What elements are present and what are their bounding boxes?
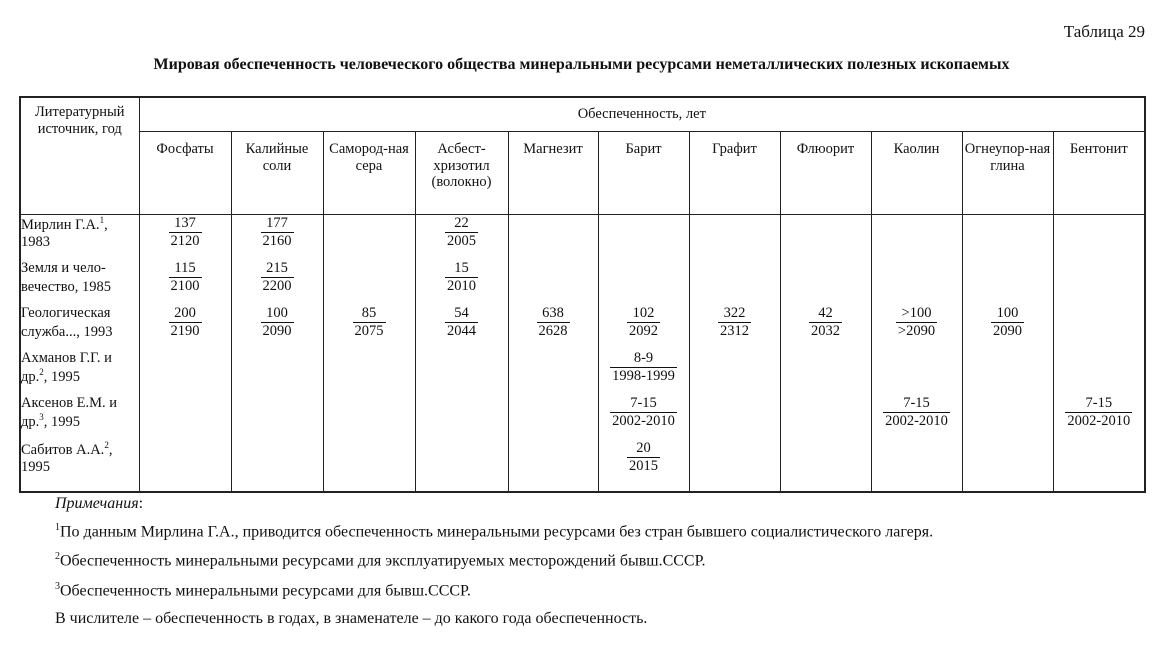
fraction-value bbox=[718, 305, 751, 339]
numerator: 7-15 bbox=[1065, 395, 1132, 413]
denominator: >2090 bbox=[897, 322, 936, 339]
fraction-value bbox=[169, 305, 202, 339]
fraction-value bbox=[610, 395, 677, 429]
fraction-value bbox=[445, 305, 478, 339]
value-cell bbox=[871, 215, 962, 261]
numerator: 15 bbox=[445, 260, 478, 278]
denominator: 2100 bbox=[170, 277, 200, 294]
col-header-fluorite: Флюорит bbox=[780, 132, 871, 215]
value-cell bbox=[508, 215, 598, 261]
numerator: 22 bbox=[445, 215, 478, 233]
value-cell bbox=[508, 350, 598, 395]
source-cell: Аксенов Е.М. и др.$^3$, 1995 bbox=[20, 395, 139, 440]
denominator: 2312 bbox=[720, 322, 749, 339]
value-cell bbox=[231, 260, 323, 305]
denominator: 2005 bbox=[447, 232, 476, 249]
value-cell bbox=[1053, 260, 1145, 305]
value-cell bbox=[780, 305, 871, 350]
value-cell bbox=[231, 215, 323, 261]
col-header-graphite: Графит bbox=[689, 132, 780, 215]
denominator: 2190 bbox=[170, 322, 200, 339]
value-cell bbox=[689, 215, 780, 261]
value-cell bbox=[962, 215, 1053, 261]
value-cell bbox=[962, 260, 1053, 305]
fraction-value bbox=[809, 305, 842, 339]
fraction-value bbox=[169, 215, 202, 249]
numerator: 115 bbox=[169, 260, 202, 278]
numerator: 200 bbox=[169, 305, 202, 323]
denominator: 2200 bbox=[262, 277, 292, 294]
value-cell bbox=[139, 260, 231, 305]
col-header-asbestos: Асбест-хризотил (волокно) bbox=[415, 132, 508, 215]
fraction-value bbox=[1065, 395, 1132, 429]
fraction-value bbox=[883, 395, 950, 429]
value-cell bbox=[871, 440, 962, 492]
fraction-value bbox=[991, 305, 1024, 339]
value-cell bbox=[962, 305, 1053, 350]
value-cell bbox=[1053, 350, 1145, 395]
numerator: 177 bbox=[261, 215, 294, 233]
fraction-value bbox=[537, 305, 570, 339]
value-cell bbox=[780, 395, 871, 440]
denominator: 2002-2010 bbox=[612, 412, 675, 429]
table-title: Мировая обеспеченность человеческого общества минеральными ресурсами неметаллических полезных ископаемых bbox=[153, 56, 1010, 73]
col-header-potash: Калийные соли bbox=[231, 132, 323, 215]
value-cell bbox=[139, 305, 231, 350]
numerator: 54 bbox=[445, 305, 478, 323]
col-header-magnesite: Магнезит bbox=[508, 132, 598, 215]
source-cell: Мирлин Г.А.$^1$, 1983 bbox=[20, 215, 139, 261]
note-3: $^3$Обеспеченность минеральными ресурсами для бывш.СССР. bbox=[55, 580, 471, 599]
value-cell bbox=[598, 440, 689, 492]
value-cell bbox=[508, 260, 598, 305]
value-cell bbox=[871, 305, 962, 350]
fraction-value bbox=[261, 305, 294, 339]
col-header-phosphates: Фосфаты bbox=[139, 132, 231, 215]
fraction-value bbox=[353, 305, 386, 339]
value-cell bbox=[231, 350, 323, 395]
value-cell bbox=[689, 260, 780, 305]
fraction-value bbox=[610, 350, 677, 384]
denominator: 2002-2010 bbox=[1067, 412, 1131, 429]
provision-table bbox=[19, 96, 1146, 493]
denominator: 2092 bbox=[629, 322, 658, 339]
denominator: 2032 bbox=[811, 322, 840, 339]
value-cell bbox=[415, 440, 508, 492]
note-2: $^2$Обеспеченность минеральными ресурсами для эксплуатируемых месторождений бывш.СССР. bbox=[55, 551, 706, 570]
numerator: 7-15 bbox=[883, 395, 950, 413]
table-row bbox=[20, 395, 1145, 440]
source-cell: Земля и чело-вечество, 1985 bbox=[20, 260, 139, 305]
value-cell bbox=[962, 395, 1053, 440]
value-cell bbox=[323, 440, 415, 492]
numerator: 137 bbox=[169, 215, 202, 233]
value-cell bbox=[139, 350, 231, 395]
value-cell bbox=[689, 440, 780, 492]
col-header-kaolin: Каолин bbox=[871, 132, 962, 215]
fraction-value bbox=[896, 305, 937, 339]
table-body bbox=[20, 215, 1145, 493]
value-cell bbox=[871, 350, 962, 395]
group-header: Обеспеченность, лет bbox=[139, 97, 1145, 132]
value-cell bbox=[323, 350, 415, 395]
value-cell bbox=[1053, 395, 1145, 440]
numerator: 100 bbox=[991, 305, 1024, 323]
table-number: Таблица 29 bbox=[1063, 22, 1145, 41]
value-cell bbox=[323, 395, 415, 440]
denominator: 2628 bbox=[538, 322, 568, 339]
numerator: >100 bbox=[896, 305, 937, 323]
denominator: 2002-2010 bbox=[885, 412, 948, 429]
value-cell bbox=[871, 260, 962, 305]
numerator: 100 bbox=[261, 305, 294, 323]
value-cell bbox=[323, 305, 415, 350]
denominator: 2160 bbox=[262, 232, 292, 249]
col-header-sulfur: Самород-ная сера bbox=[323, 132, 415, 215]
value-cell bbox=[962, 440, 1053, 492]
fraction-value bbox=[627, 440, 660, 474]
fraction-value bbox=[445, 260, 478, 294]
value-cell bbox=[323, 215, 415, 261]
value-cell bbox=[415, 260, 508, 305]
table-row bbox=[20, 440, 1145, 492]
denominator: 1998-1999 bbox=[612, 367, 675, 384]
value-cell bbox=[415, 395, 508, 440]
numerator: 7-15 bbox=[610, 395, 677, 413]
value-cell bbox=[689, 350, 780, 395]
value-cell bbox=[508, 395, 598, 440]
col-header-fireclay: Огнеупор-ная глина bbox=[962, 132, 1053, 215]
value-cell bbox=[780, 260, 871, 305]
denominator: 2090 bbox=[993, 322, 1022, 339]
denominator: 2090 bbox=[262, 322, 292, 339]
value-cell bbox=[962, 350, 1053, 395]
source-cell: Сабитов А.А.$^2$, 1995 bbox=[20, 440, 139, 492]
note-legend: В числителе – обеспеченность в годах, в знаменателе – до какого года обеспеченность. bbox=[55, 609, 648, 627]
denominator: 2015 bbox=[629, 457, 658, 474]
denominator: 2044 bbox=[447, 322, 476, 339]
value-cell bbox=[415, 305, 508, 350]
numerator: 42 bbox=[809, 305, 842, 323]
numerator: 20 bbox=[627, 440, 660, 458]
source-cell: Ахманов Г.Г. и др.$^2$, 1995 bbox=[20, 350, 139, 395]
numerator: 322 bbox=[718, 305, 751, 323]
denominator: 2010 bbox=[447, 277, 476, 294]
notes-title: Примечания: bbox=[55, 495, 144, 512]
value-cell bbox=[231, 305, 323, 350]
fraction-value bbox=[261, 260, 294, 294]
value-cell bbox=[508, 440, 598, 492]
value-cell bbox=[508, 305, 598, 350]
notes bbox=[55, 496, 933, 639]
source-cell: Геологическая служба..., 1993 bbox=[20, 305, 139, 350]
value-cell bbox=[1053, 305, 1145, 350]
value-cell bbox=[1053, 440, 1145, 492]
numerator: 8-9 bbox=[610, 350, 677, 368]
value-cell bbox=[598, 395, 689, 440]
value-cell bbox=[598, 350, 689, 395]
numerator: 638 bbox=[537, 305, 570, 323]
value-cell bbox=[139, 395, 231, 440]
numerator: 85 bbox=[353, 305, 386, 323]
value-cell bbox=[598, 260, 689, 305]
value-cell bbox=[323, 260, 415, 305]
value-cell bbox=[415, 215, 508, 261]
fraction-value bbox=[445, 215, 478, 249]
value-cell bbox=[780, 350, 871, 395]
value-cell bbox=[231, 440, 323, 492]
denominator: 2075 bbox=[354, 322, 384, 339]
table-row bbox=[20, 215, 1145, 261]
value-cell bbox=[231, 395, 323, 440]
value-cell bbox=[689, 305, 780, 350]
numerator: 102 bbox=[627, 305, 660, 323]
fraction-value bbox=[169, 260, 202, 294]
value-cell bbox=[780, 440, 871, 492]
source-column-header: Литературный источник, год bbox=[20, 97, 139, 215]
col-header-bentonite: Бентонит bbox=[1053, 132, 1145, 215]
value-cell bbox=[598, 305, 689, 350]
value-cell bbox=[780, 215, 871, 261]
col-header-barite: Барит bbox=[598, 132, 689, 215]
value-cell bbox=[1053, 215, 1145, 261]
value-cell bbox=[689, 395, 780, 440]
value-cell bbox=[139, 215, 231, 261]
denominator: 2120 bbox=[170, 232, 200, 249]
value-cell bbox=[598, 215, 689, 261]
note-1: $^1$По данным Мирлина Г.А., приводится обеспеченность минеральными ресурсами без стран бывшего социалистического лагеря. bbox=[55, 522, 934, 541]
value-cell bbox=[415, 350, 508, 395]
table-row bbox=[20, 260, 1145, 305]
value-cell bbox=[139, 440, 231, 492]
numerator: 215 bbox=[261, 260, 294, 278]
fraction-value bbox=[261, 215, 294, 249]
table-row bbox=[20, 350, 1145, 395]
fraction-value bbox=[627, 305, 660, 339]
table-row bbox=[20, 305, 1145, 350]
value-cell bbox=[871, 395, 962, 440]
